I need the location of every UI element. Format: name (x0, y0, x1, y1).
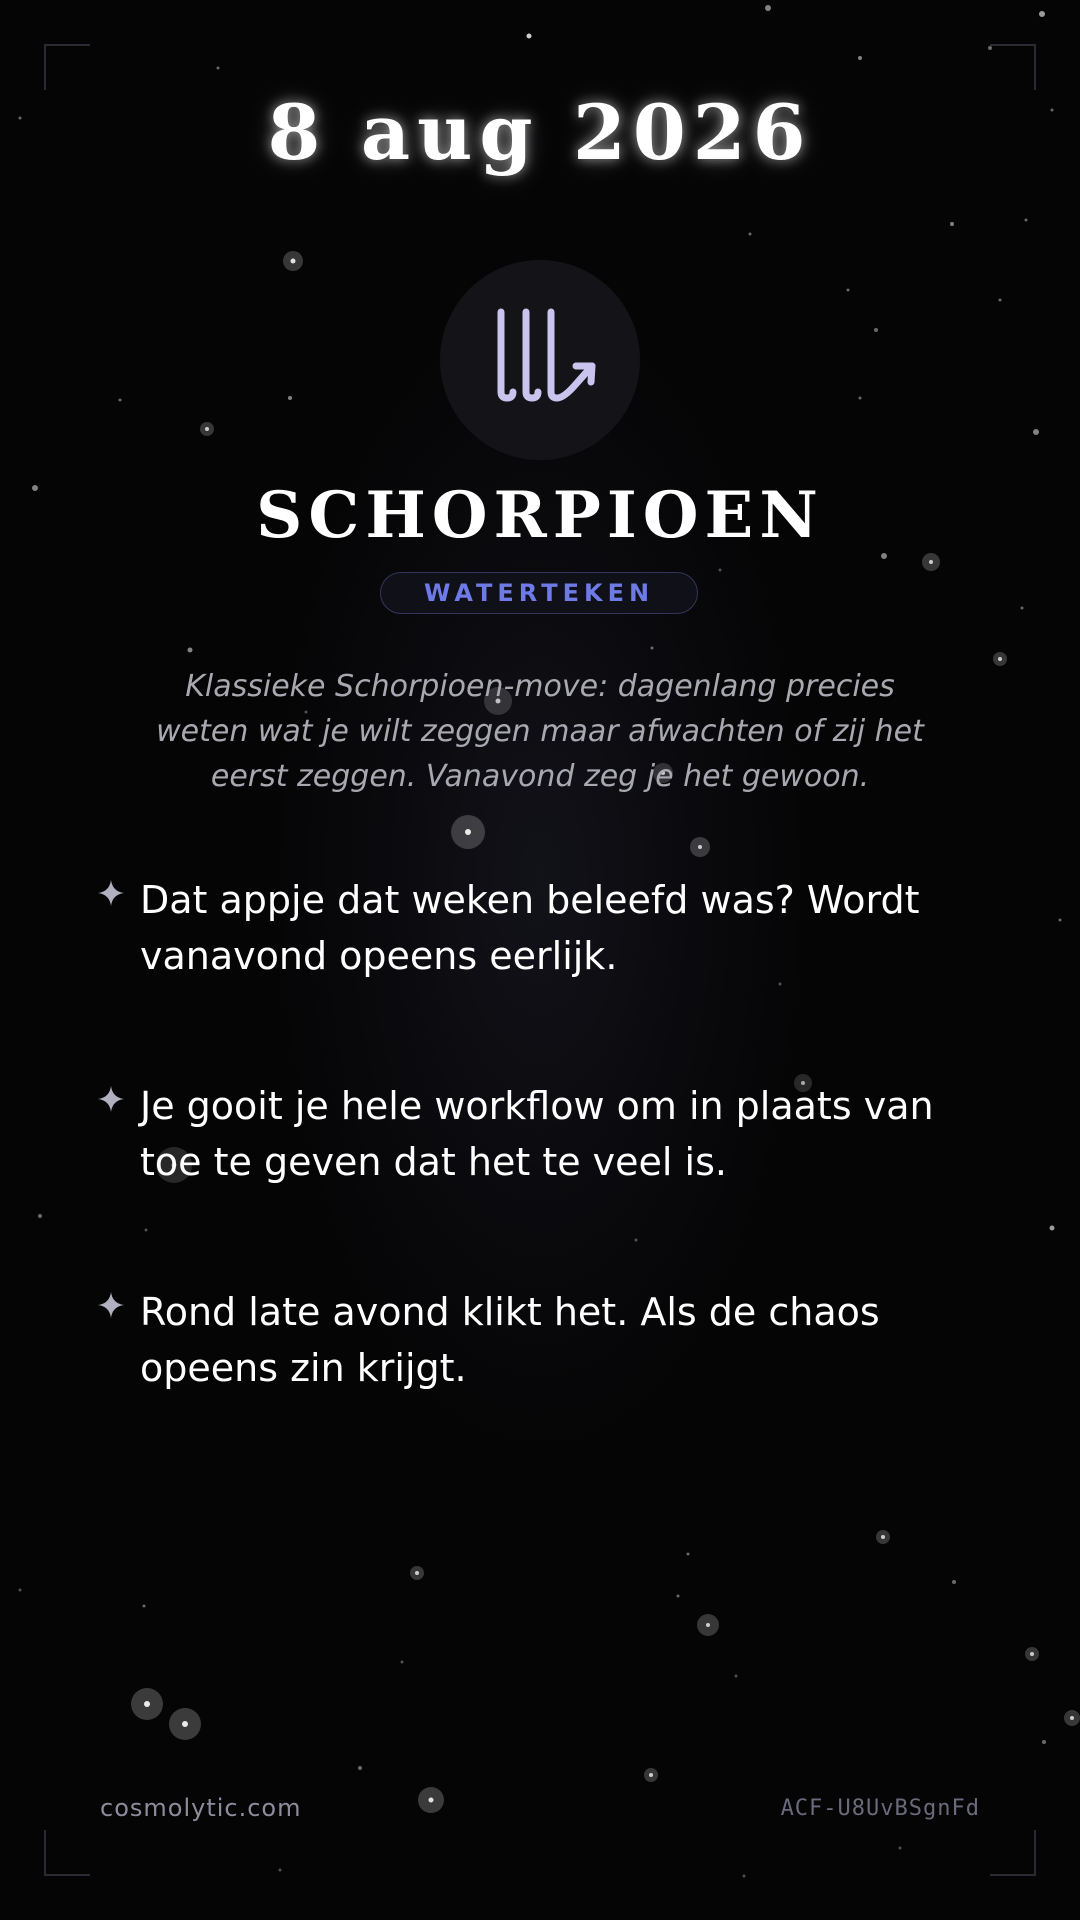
frame-corner-top-right (990, 44, 1036, 90)
footer-reference-code: ACF-U8UvBSgnFd (780, 1796, 980, 1821)
sparkle-icon (96, 1084, 126, 1114)
forecast-item-text: Dat appje dat weken beleefd was? Wordt vanavond opeens eerlijk. (140, 878, 920, 978)
scorpio-glyph-icon (440, 260, 640, 460)
forecast-item-text: Je gooit je hele workflow om in plaats van toe te geven dat het te veel is. (140, 1084, 934, 1184)
intro-text: Klassieke Schorpioen-move: dagenlang precies weten wat je wilt zeggen maar afwachten of zij het eerst zeggen. Vanavond zeg je het gewoon. (156, 669, 924, 794)
frame-corner-bottom-left (44, 1830, 90, 1876)
element-badge: WATERTEKEN (380, 572, 698, 614)
forecast-item-text: Rond late avond klikt het. Als de chaos opeens zin krijgt. (140, 1290, 880, 1390)
sparkle-icon (96, 1290, 126, 1320)
sign-icon-badge (440, 260, 640, 460)
sign-name: SCHORPIOEN (256, 478, 824, 553)
frame-corner-bottom-right (990, 1830, 1036, 1876)
sparkle-icon (96, 878, 126, 908)
date-heading: 8 aug 2026 (267, 88, 813, 177)
frame-corner-top-left (44, 44, 90, 90)
footer-site-link[interactable]: cosmolytic.com (100, 1794, 302, 1822)
